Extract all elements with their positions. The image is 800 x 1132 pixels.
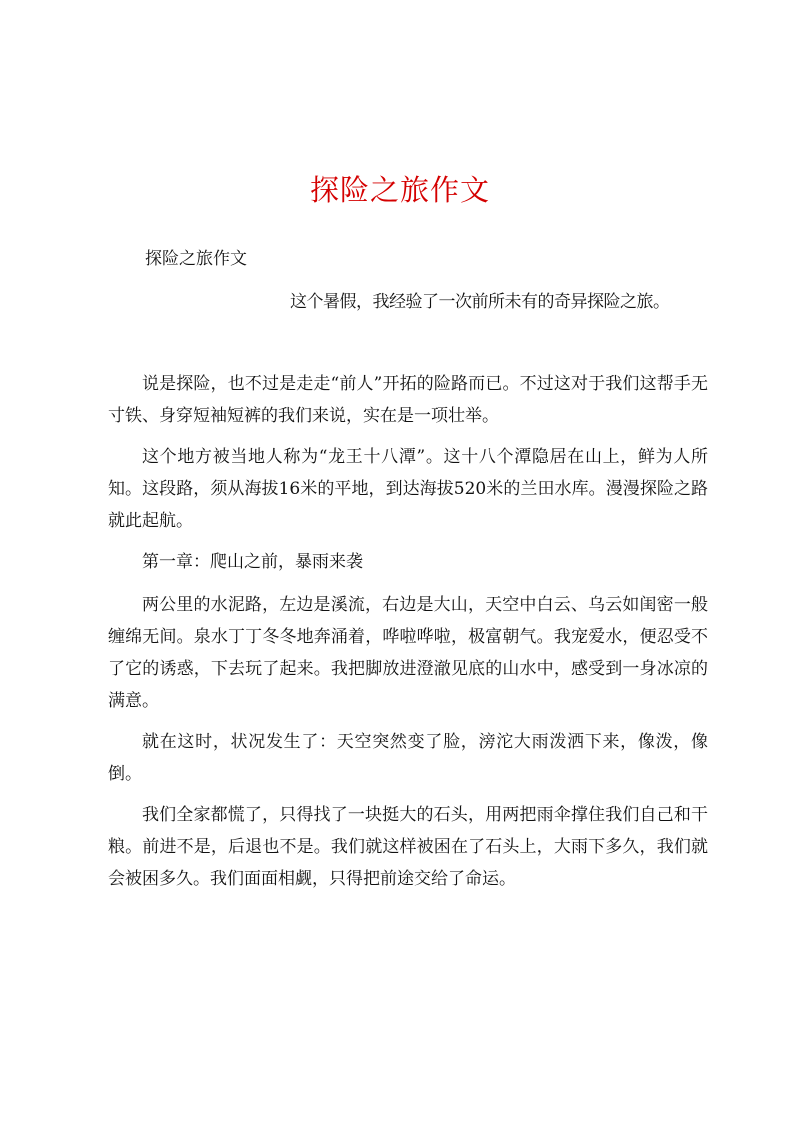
paragraph: 两公里的水泥路，左边是溪流，右边是大山，天空中白云、乌云如闺密一般缠绵无间。泉水丁丁冬冬地奔涌着，哗啦哗啦，极富朝气。我宠爱水，便忍受不了它的诱惑，下去玩了起来。我把脚放进澄澈见底的山水中，感受到一身冰凉的满意。: [108, 595, 708, 711]
document-subtitle: 探险之旅作文: [145, 249, 247, 269]
document-title: 探险之旅作文: [309, 173, 490, 207]
document-body: [108, 368, 708, 904]
intro-line: 这个暑假，我经验了一次前所未有的奇异探险之旅。: [290, 292, 670, 312]
chapter-heading: 第一章：爬山之前，暴雨来袭: [142, 552, 363, 572]
paragraph: 说是探险，也不过是走走“前人”开拓的险路而已。不过这对于我们这帮手无寸铁、身穿短袖短裤的我们来说，实在是一项壮举。: [108, 374, 708, 426]
paragraph: 我们全家都慌了，只得找了一块挺大的石头，用两把雨伞撑住我们自己和干粮。前进不是，后退也不是。我们就这样被困在了石头上，大雨下多久，我们就会被困多久。我们面面相觑，只得把前途交给了命运。: [108, 805, 708, 889]
paragraph: 就在这时，状况发生了：天空突然变了脸，滂沱大雨泼洒下来，像泼，像倒。: [108, 732, 708, 784]
paragraph: 这个地方被当地人称为“龙王十八潭”。这十八个潭隐居在山上，鲜为人所知。这段路，须从海拔16米的平地，到达海拔520米的兰田水库。漫漫探险之路就此起航。: [108, 447, 708, 531]
